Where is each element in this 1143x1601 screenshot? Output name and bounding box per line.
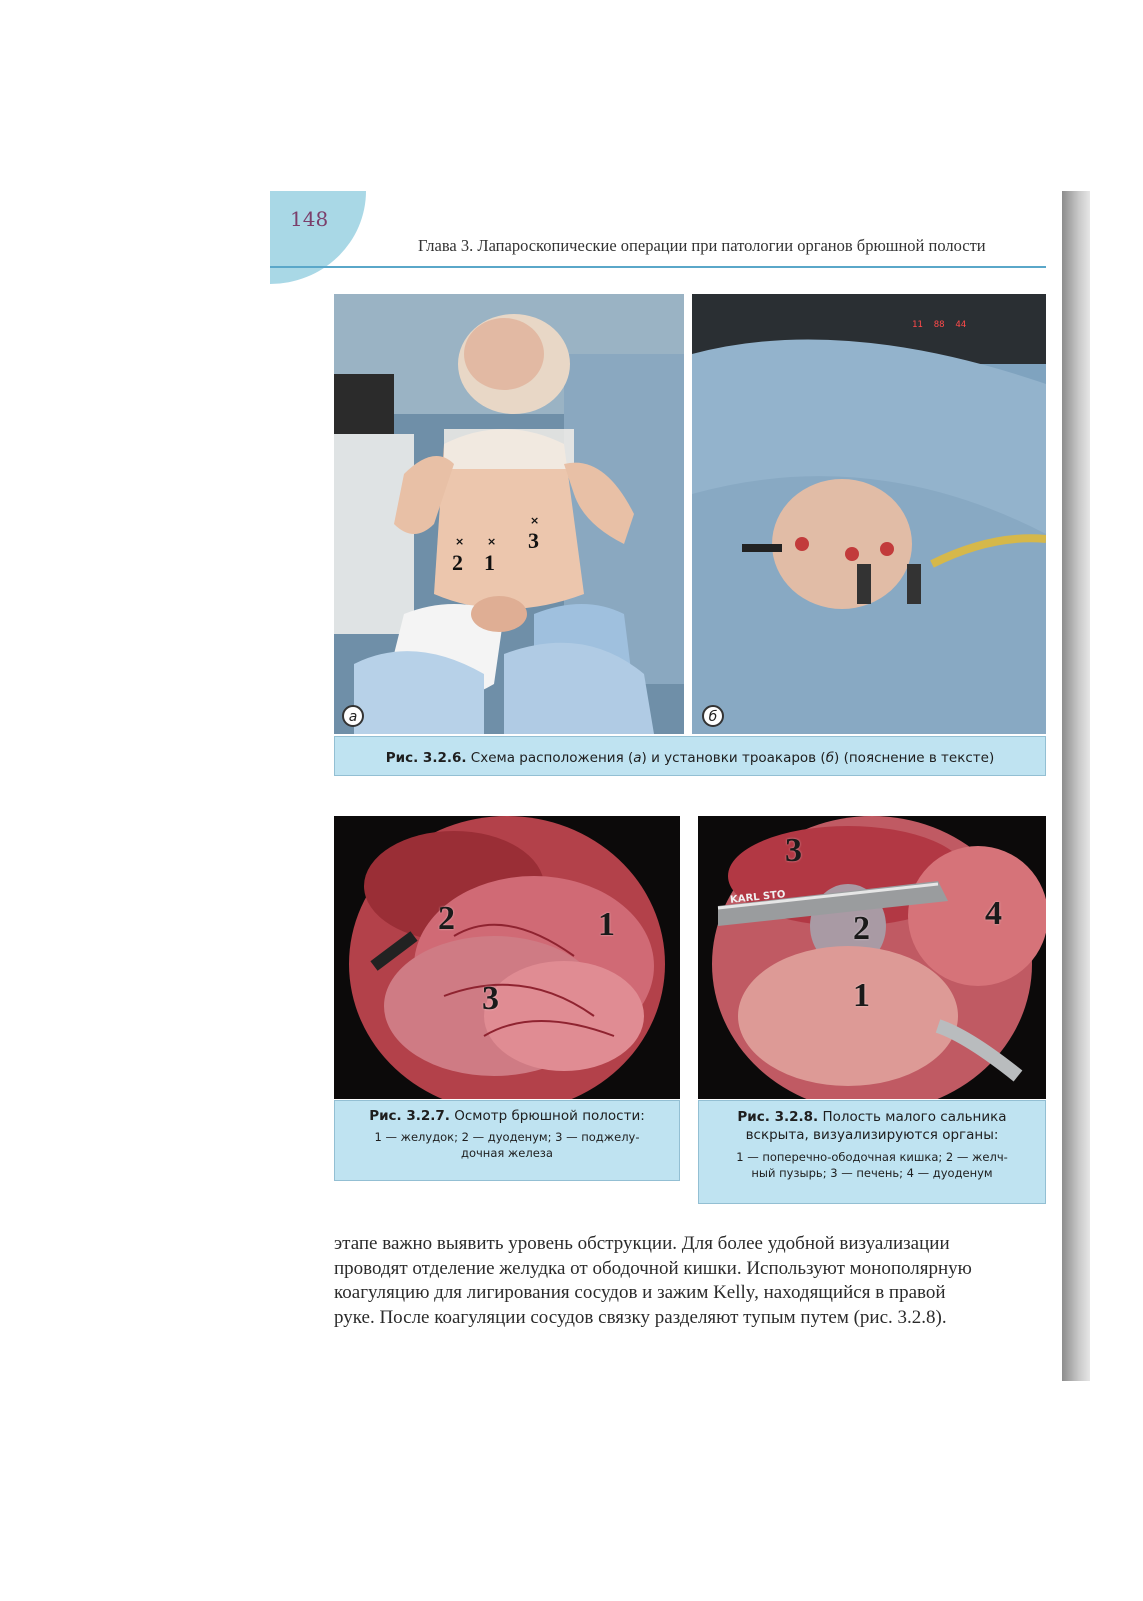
caption-legend-line: ный пузырь; 3 — печень; 4 — дуоденум	[751, 1166, 993, 1180]
trocar-mark-x: ×	[455, 535, 465, 548]
organ-label-3: 3	[482, 980, 499, 1017]
photo-patient-trocar-layout	[334, 294, 684, 734]
caption-label: Рис. 3.2.7.	[369, 1108, 450, 1124]
running-head: Глава 3. Лапароскопические операции при патологии органов брюшной полости	[418, 236, 986, 255]
trocar-mark-x: ×	[530, 514, 540, 527]
caption-label: Рис. 3.2.8.	[737, 1109, 819, 1125]
caption-fig-3-2-8: Рис. 3.2.8. Полость малого сальника вскрыта, визуализируются органы: 1 — поперечно-ободочная кишка; 2 — желч- ный пузырь; 3 — печень; 4 — дуоденум	[698, 1100, 1046, 1204]
organ-label-4: 4	[985, 895, 1002, 932]
trocar-mark-x: ×	[487, 535, 497, 548]
panel-b-badge: б	[702, 705, 724, 727]
organ-label-1: 1	[598, 906, 615, 943]
organ-label-1: 1	[853, 977, 870, 1014]
caption-legend-line: дочная железа	[461, 1146, 553, 1160]
page-edge-shadow	[1062, 191, 1090, 1381]
caption-fig-3-2-7: Рис. 3.2.7. Осмотр брюшной полости: 1 — желудок; 2 — дуоденум; 3 — поджелу- дочная железа	[334, 1100, 680, 1181]
body-paragraph	[334, 1232, 1046, 1330]
body-line: руке. После коагуляции сосудов связку разделяют тупым путем (рис. 3.2.8).	[334, 1306, 947, 1328]
endoscopy-photo-abdominal-cavity	[334, 816, 680, 1099]
trocar-label-2: 2	[452, 550, 463, 575]
trocar-label-1: 1	[484, 550, 495, 575]
body-line: коагуляцию для лигирования сосудов и зажим Kelly, находящийся в правой	[334, 1282, 946, 1303]
body-line: этапе важно выявить уровень обструкции. Для более удобной визуализации	[334, 1233, 950, 1254]
caption-legend-line: 1 — желудок; 2 — дуоденум; 3 — поджелу-	[374, 1130, 640, 1144]
header-divider	[270, 266, 1046, 268]
organ-label-2: 2	[853, 910, 870, 947]
organ-label-3: 3	[785, 832, 802, 869]
organ-label-2: 2	[438, 900, 455, 937]
photo-trocars-installed	[692, 294, 1046, 734]
monitor-readout: 11 88 44	[912, 320, 967, 330]
caption-fig-3-2-6: Рис. 3.2.6. Схема расположения (а) и установки троакаров (б) (пояснение в тексте)	[334, 736, 1046, 776]
panel-a-badge: а	[342, 705, 364, 727]
trocar-label-3: 3	[528, 528, 539, 553]
page-number-tab	[270, 191, 366, 284]
endoscopy-photo-lesser-sac	[698, 816, 1046, 1099]
instrument-brand-text: KARL STO	[729, 889, 787, 906]
caption-legend-line: 1 — поперечно-ободочная кишка; 2 — желч-	[736, 1150, 1008, 1164]
page-number: 148	[290, 207, 329, 231]
caption-title-line: вскрыта, визуализируются органы:	[745, 1127, 999, 1143]
body-line: проводят отделение желудка от ободочной кишки. Используют монополярную	[334, 1257, 972, 1279]
caption-label: Рис. 3.2.6.	[385, 750, 467, 766]
